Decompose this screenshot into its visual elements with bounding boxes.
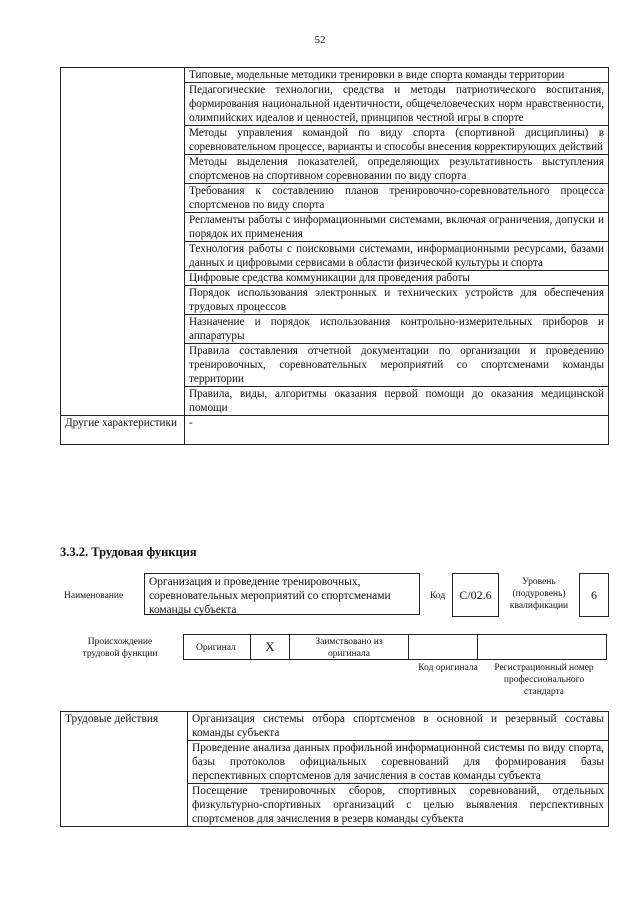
knowledge-item: Правила, виды, алгоритмы оказания первой помощи до оказания медицинской помощи: [185, 387, 609, 416]
code-original-cell: [408, 634, 478, 660]
knowledge-item: Типовые, модельные методики тренировки в виде спорта команды территории: [185, 68, 609, 83]
original-label-cell: [183, 634, 251, 660]
function-name-box: Организация и проведение тренировочных, соревновательных мероприятий со спортсменами команды субъекта: [144, 573, 420, 615]
labor-action-item: Посещение тренировочных сборов, спортивных соревнований, отдельных физкультурно-спортивных организаций с целью выявления перспективных спортсменов для зачисления в резерв команды субъекта: [188, 784, 609, 827]
knowledge-item: Назначение и порядок использования контрольно-измерительных приборов и аппаратуры: [185, 315, 609, 344]
table-row: [61, 416, 609, 445]
labor-actions-label: Трудовые действия: [61, 712, 188, 827]
knowledge-item: Требования к составлению планов тренировочно-соревновательного процесса спортсменов по виду спорта: [185, 184, 609, 213]
origin-label: Происхождение трудовой функции: [82, 637, 158, 659]
function-code-box: С/02.6: [452, 573, 499, 617]
function-level-box: 6: [579, 573, 609, 617]
knowledge-item: Цифровые средства коммуникации для проведения работы: [185, 271, 609, 286]
original-mark-cell: X: [250, 634, 290, 660]
other-characteristics-label: Другие характеристики: [61, 416, 185, 445]
section-title: 3.3.2. Трудовая функция: [60, 545, 197, 559]
knowledge-label-cell: [61, 68, 185, 416]
borrowed-label: Заимствовано из оригинала: [315, 637, 383, 659]
knowledge-item: Методы выделения показателей, определяющих результативность выступления спортсменов на спортивном соревновании по виду спорта: [185, 155, 609, 184]
code-label: Код: [430, 591, 446, 601]
knowledge-table: [60, 67, 609, 445]
knowledge-item: Педагогические технологии, средства и методы патриотического воспитания, формирования национальной идентичности, общечеловеческих норм нравственности, олимпийских идеалов и ценностей, принципов честной игры в спорте: [185, 83, 609, 126]
code-original-caption: Код оригинала: [418, 663, 478, 673]
labor-action-item: Проведение анализа данных профильной информационной системы по виду спорта, базы протоколов официальных соревнований для формирования базы перспективных спортсменов для зачисления в состав команды субъекта: [188, 741, 609, 784]
labor-actions-table: [60, 711, 609, 827]
origin-row: [183, 634, 607, 660]
level-label: Уровень (подуровень) квалификации: [509, 577, 569, 611]
reg-number-caption: Регистрационный номер профессионального стандарта: [494, 663, 594, 697]
page-number: 52: [314, 34, 326, 46]
knowledge-item: Регламенты работы с информационными системами, включая ограничения, допуски и порядок их применения: [185, 213, 609, 242]
borrowed-label-cell: [289, 634, 409, 660]
table-row: [61, 712, 609, 741]
knowledge-item: Методы управления командой по виду спорта (спортивной дисциплины) в соревновательном процессе, варианты и способы внесения корректирующих действий: [185, 126, 609, 155]
knowledge-item: Порядок использования электронных и технических устройств для обеспечения трудовых процессов: [185, 286, 609, 315]
knowledge-item: Технология работы с поисковыми системами, информационными ресурсами, базами данных и цифровыми сервисами в области физической культуры и спорта: [185, 242, 609, 271]
name-label: Наименование: [64, 591, 124, 601]
knowledge-item: Правила составления отчетной документации по организации и проведению тренировочных, соревновательных мероприятий со спортсменами команды территории: [185, 344, 609, 387]
labor-action-item: Организация системы отбора спортсменов в основной и резервный составы команды субъекта: [188, 712, 609, 741]
reg-number-cell: [477, 634, 607, 660]
original-label: Оригинал: [196, 643, 236, 653]
other-characteristics-value: -: [185, 416, 609, 445]
table-row: [61, 68, 609, 83]
